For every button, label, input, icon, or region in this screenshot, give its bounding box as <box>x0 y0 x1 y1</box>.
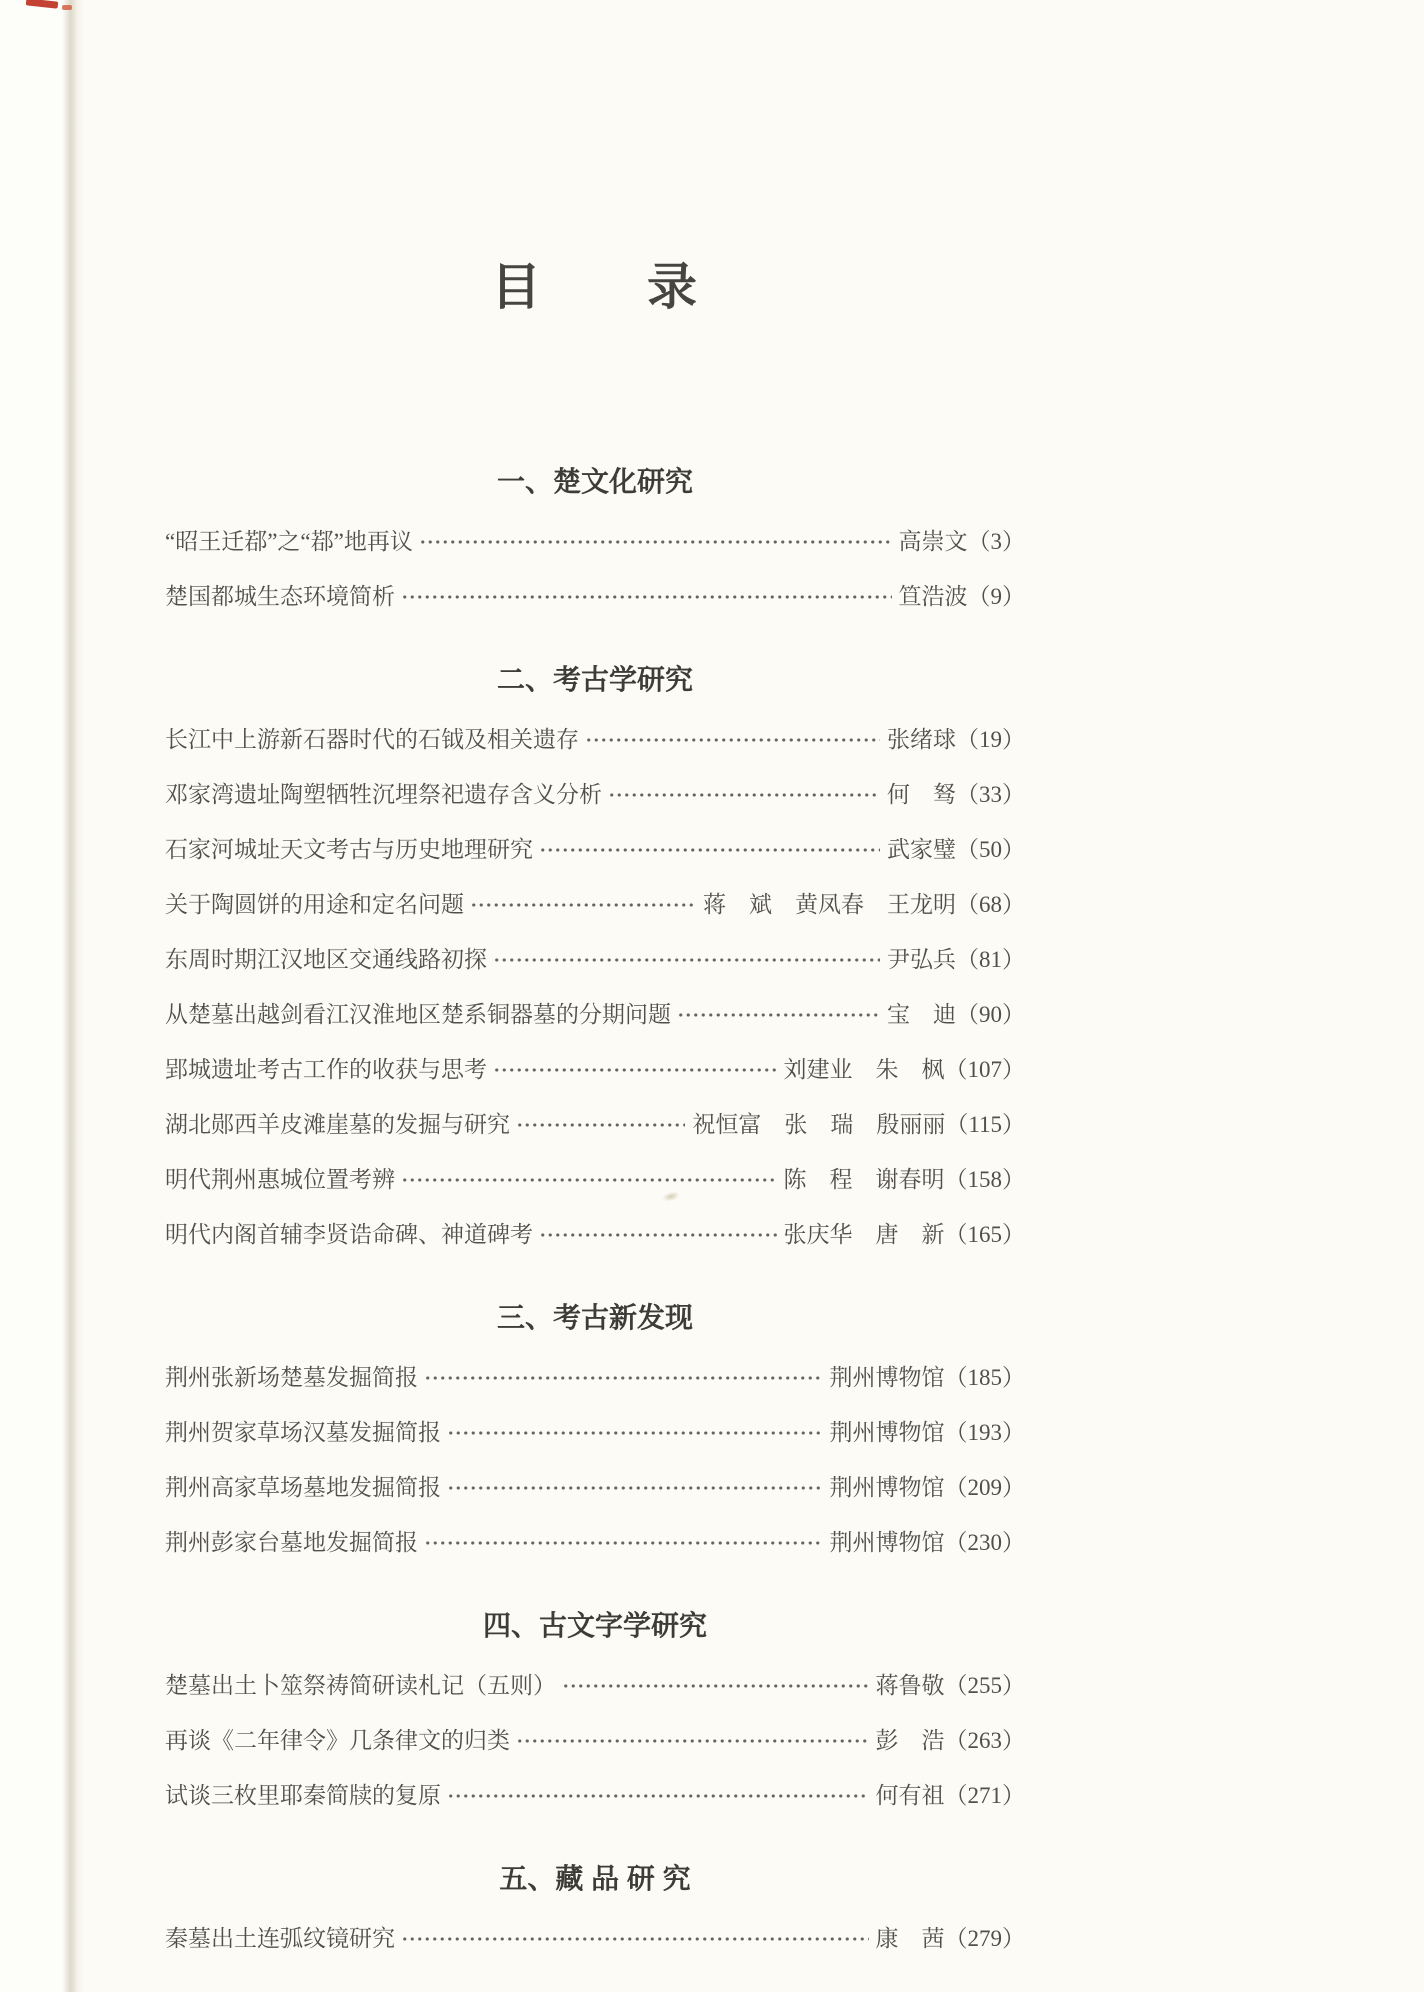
toc-entry <box>165 1460 1025 1515</box>
entry-title: 荆州高家草场墓地发掘简报 <box>165 1475 441 1500</box>
entry-title: 东周时期江汉地区交通线路初探 <box>165 947 487 972</box>
toc-entry <box>165 1152 1025 1207</box>
dotted-leader <box>424 1374 823 1382</box>
entry-page-number: （19） <box>956 727 1025 752</box>
entry-title: 秦墓出土连弧纹镜研究 <box>165 1926 395 1951</box>
entry-page-number: （263） <box>944 1728 1025 1753</box>
dotted-leader <box>401 1176 777 1184</box>
entry-title: 明代荆州惠城位置考辨 <box>165 1167 395 1192</box>
section-heading-3: 三、考古新发现 <box>496 1302 693 1333</box>
page-left-margin <box>0 0 66 1992</box>
entry-title: 石家河城址天文考古与历史地理研究 <box>165 837 533 862</box>
entry-title: 明代内阁首辅李贤诰命碑、神道碑考 <box>165 1222 533 1247</box>
entry-page-number: （33） <box>956 782 1025 807</box>
red-edge-mark <box>62 5 72 10</box>
entry-title: 荆州彭家台墓地发掘简报 <box>165 1530 418 1555</box>
section-heading-5: 五、藏 品 研 究 <box>499 1863 691 1894</box>
entry-title: 楚国都城生态环境简析 <box>165 584 395 609</box>
toc-entry <box>165 1713 1025 1768</box>
entry-authors: 祝恒富 张 瑞 殷丽丽 <box>692 1112 946 1137</box>
toc-content <box>165 0 1025 1966</box>
entry-page-number: （107） <box>944 1057 1025 1082</box>
dotted-leader <box>493 956 880 964</box>
entry-title: 长江中上游新石器时代的石钺及相关遗存 <box>165 727 579 752</box>
toc-entry <box>165 932 1025 987</box>
entry-title: 楚墓出土卜筮祭祷简研读札记（五则） <box>165 1673 556 1698</box>
entry-authors: 蒋鲁敬 <box>875 1673 945 1698</box>
entry-authors: 张庆华 唐 新 <box>783 1222 945 1247</box>
entry-authors: 何 驽 <box>887 782 956 807</box>
entry-authors: 武家璧 <box>887 837 956 862</box>
entry-title: “昭王迁鄀”之“鄀”地再议 <box>165 529 413 554</box>
entry-authors: 康 茜 <box>875 1926 945 1951</box>
page-title: 目 录 <box>491 259 699 315</box>
toc-entry <box>165 1405 1025 1460</box>
page-edge-shadow <box>62 0 84 1992</box>
entry-page-number: （50） <box>956 837 1025 862</box>
dotted-leader <box>539 846 880 854</box>
entry-authors: 荆州博物馆 <box>829 1475 945 1500</box>
toc-entry <box>165 1042 1025 1097</box>
entry-authors: 蒋 斌 黄凤春 王龙明 <box>703 892 956 917</box>
entry-authors: 彭 浩 <box>875 1728 945 1753</box>
entry-authors: 高崇文 <box>898 529 968 554</box>
toc-entry <box>165 712 1025 767</box>
toc-entry <box>165 767 1025 822</box>
entry-authors: 荆州博物馆 <box>829 1420 945 1445</box>
section-heading-1: 一、楚文化研究 <box>496 466 693 497</box>
dotted-leader <box>419 538 892 546</box>
dotted-leader <box>585 736 880 744</box>
entry-page-number: （158） <box>944 1167 1025 1192</box>
toc-entry <box>165 1515 1025 1570</box>
entry-authors: 荆州博物馆 <box>829 1365 945 1390</box>
dotted-leader <box>516 1121 685 1129</box>
section-heading-2: 二、考古学研究 <box>496 664 693 695</box>
dotted-leader <box>401 1935 869 1943</box>
toc-entry <box>165 987 1025 1042</box>
toc-entry <box>165 1350 1025 1405</box>
entry-title: 试谈三枚里耶秦简牍的复原 <box>165 1783 441 1808</box>
dotted-leader <box>470 901 696 909</box>
dotted-leader <box>677 1011 880 1019</box>
entry-title: 邓家湾遗址陶塑牺牲沉埋祭祀遗存含义分析 <box>165 782 602 807</box>
entry-page-number: （271） <box>944 1783 1025 1808</box>
entry-page-number: （3） <box>967 529 1025 554</box>
dotted-leader <box>516 1737 869 1745</box>
dotted-leader <box>401 593 892 601</box>
dotted-leader <box>447 1792 869 1800</box>
entry-page-number: （81） <box>956 947 1025 972</box>
dotted-leader <box>562 1682 869 1690</box>
dotted-leader <box>608 791 880 799</box>
toc-entry <box>165 1097 1025 1152</box>
entry-authors: 刘建业 朱 枫 <box>783 1057 945 1082</box>
dotted-leader <box>447 1429 823 1437</box>
entry-title: 郢城遗址考古工作的收获与思考 <box>165 1057 487 1082</box>
entry-authors: 尹弘兵 <box>887 947 956 972</box>
entry-authors: 何有祖 <box>875 1783 945 1808</box>
entry-page-number: （209） <box>944 1475 1025 1500</box>
entry-authors: 荆州博物馆 <box>829 1530 945 1555</box>
toc-entry <box>165 514 1025 569</box>
entry-page-number: （9） <box>967 584 1025 609</box>
entry-authors: 宝 迪 <box>887 1002 956 1027</box>
toc-entry <box>165 822 1025 877</box>
dotted-leader <box>539 1231 777 1239</box>
dotted-leader <box>493 1066 777 1074</box>
entry-page-number: （255） <box>944 1673 1025 1698</box>
toc-entry <box>165 1911 1025 1966</box>
entry-title: 再谈《二年律令》几条律文的归类 <box>165 1728 510 1753</box>
toc-entry <box>165 1207 1025 1262</box>
entry-page-number: （90） <box>956 1002 1025 1027</box>
section-heading-4: 四、古文字学研究 <box>482 1610 707 1641</box>
toc-entry <box>165 1768 1025 1823</box>
entry-page-number: （165） <box>944 1222 1025 1247</box>
entry-page-number: （115） <box>945 1112 1025 1137</box>
toc-entry <box>165 569 1025 624</box>
entry-authors: 笪浩波 <box>898 584 968 609</box>
toc-entry <box>165 877 1025 932</box>
entry-page-number: （185） <box>944 1365 1025 1390</box>
entry-page-number: （230） <box>944 1530 1025 1555</box>
entry-title: 荆州张新场楚墓发掘简报 <box>165 1365 418 1390</box>
entry-page-number: （193） <box>944 1420 1025 1445</box>
entry-page-number: （279） <box>944 1926 1025 1951</box>
entry-page-number: （68） <box>956 892 1025 917</box>
entry-title: 湖北郧西羊皮滩崖墓的发掘与研究 <box>165 1112 510 1137</box>
entry-title: 荆州贺家草场汉墓发掘简报 <box>165 1420 441 1445</box>
dotted-leader <box>424 1539 823 1547</box>
toc-entry <box>165 1658 1025 1713</box>
dotted-leader <box>447 1484 823 1492</box>
entry-authors: 张绪球 <box>887 727 956 752</box>
entry-title: 关于陶圆饼的用途和定名问题 <box>165 892 464 917</box>
entry-authors: 陈 程 谢春明 <box>783 1167 945 1192</box>
entry-title: 从楚墓出越剑看江汉淮地区楚系铜器墓的分期问题 <box>165 1002 671 1027</box>
